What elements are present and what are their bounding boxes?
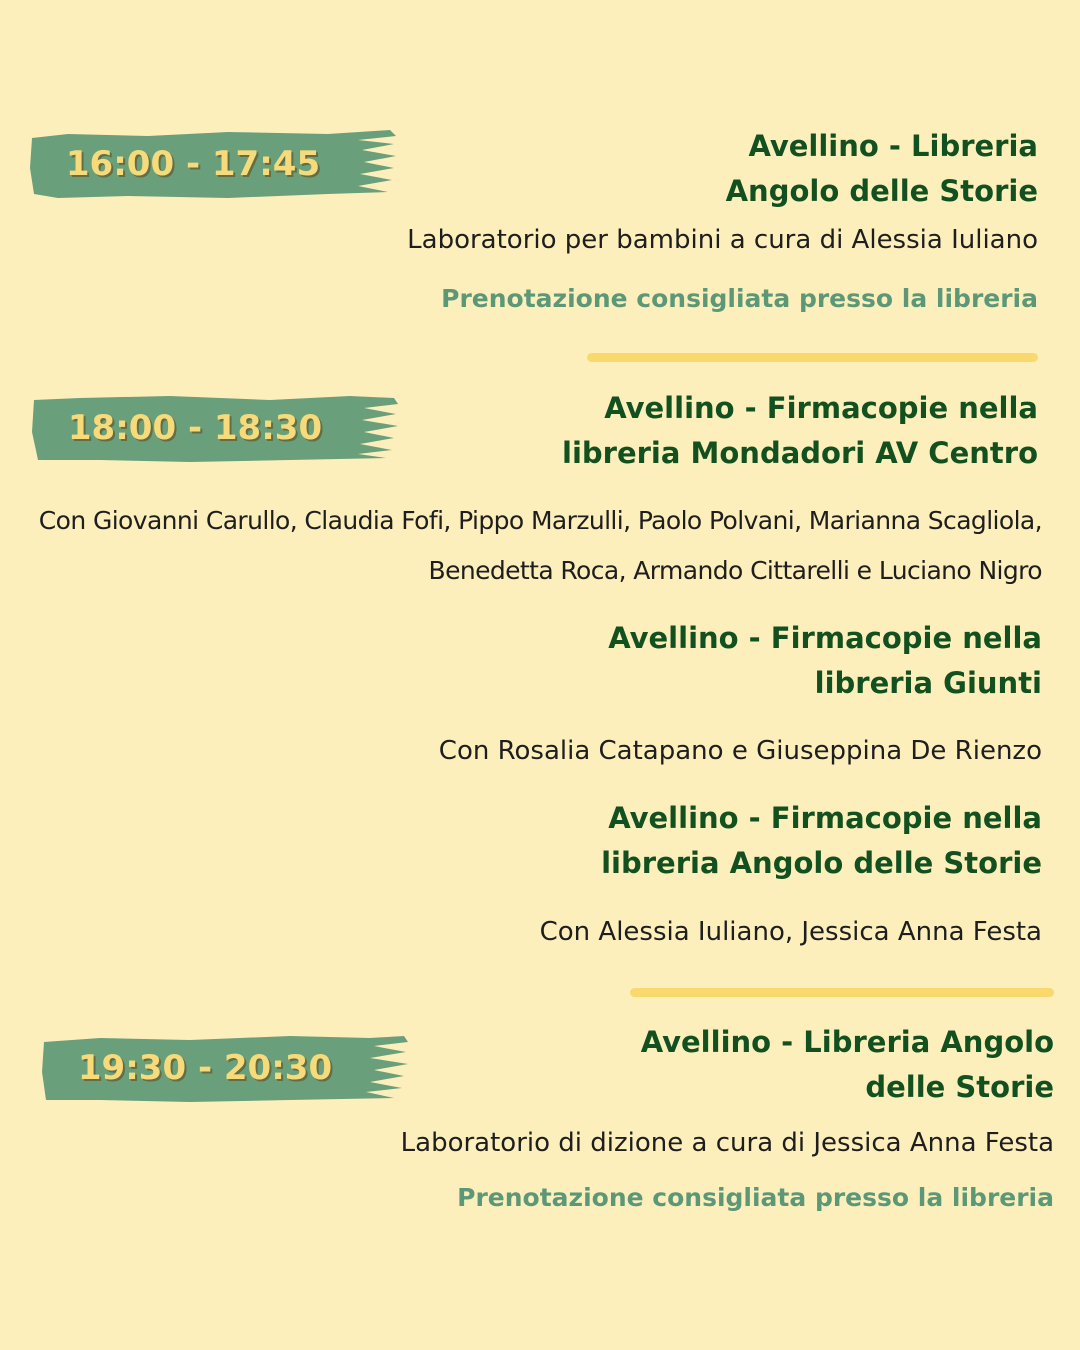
booking-note: Prenotazione consigliata presso la libreria — [441, 284, 1038, 313]
event-title-line: Avellino - Firmacopie nella — [608, 621, 1042, 655]
event-title-line: libreria Angolo delle Storie — [601, 846, 1042, 880]
booking-note: Prenotazione consigliata presso la libreria — [457, 1183, 1054, 1212]
event-title-line: Angolo delle Storie — [725, 174, 1038, 208]
event-description: Laboratorio di dizione a cura di Jessica Anna Festa — [400, 1128, 1054, 1158]
event-title — [726, 124, 1038, 214]
time-badge-2 — [30, 392, 400, 464]
event-title-line: Avellino - Firmacopie nella — [608, 801, 1042, 835]
time-range-label: 18:00 - 18:30 — [67, 408, 323, 448]
event-title-line: Avellino - Firmacopie nella — [604, 391, 1038, 425]
event-title-line: Avellino - Libreria — [748, 129, 1038, 163]
time-badge-1 — [28, 128, 398, 200]
event-description — [39, 496, 1042, 596]
section-divider — [630, 988, 1054, 997]
event-description-line: Con Giovanni Carullo, Claudia Fofi, Pippo Marzulli, Paolo Polvani, Marianna Scagliola, — [38, 506, 1042, 535]
event-title-line: libreria Giunti — [814, 666, 1042, 700]
section-divider — [587, 353, 1038, 362]
time-badge-3 — [40, 1032, 410, 1104]
event-description: Laboratorio per bambini a cura di Alessia Iuliano — [407, 225, 1038, 255]
event-title-line: Avellino - Libreria Angolo — [640, 1025, 1054, 1059]
event-description: Con Alessia Iuliano, Jessica Anna Festa — [539, 917, 1042, 947]
event-title — [608, 616, 1042, 706]
event-title-line: delle Storie — [865, 1070, 1054, 1104]
event-title-line: libreria Mondadori AV Centro — [562, 436, 1038, 470]
time-range-label: 16:00 - 17:45 — [65, 144, 321, 184]
time-range-label: 19:30 - 20:30 — [77, 1048, 333, 1088]
event-title — [641, 1020, 1054, 1110]
event-description: Con Rosalia Catapano e Giuseppina De Rienzo — [438, 736, 1042, 766]
event-title — [601, 796, 1042, 886]
event-title — [562, 386, 1038, 476]
event-description-line: Benedetta Roca, Armando Cittarelli e Luciano Nigro — [428, 556, 1042, 585]
